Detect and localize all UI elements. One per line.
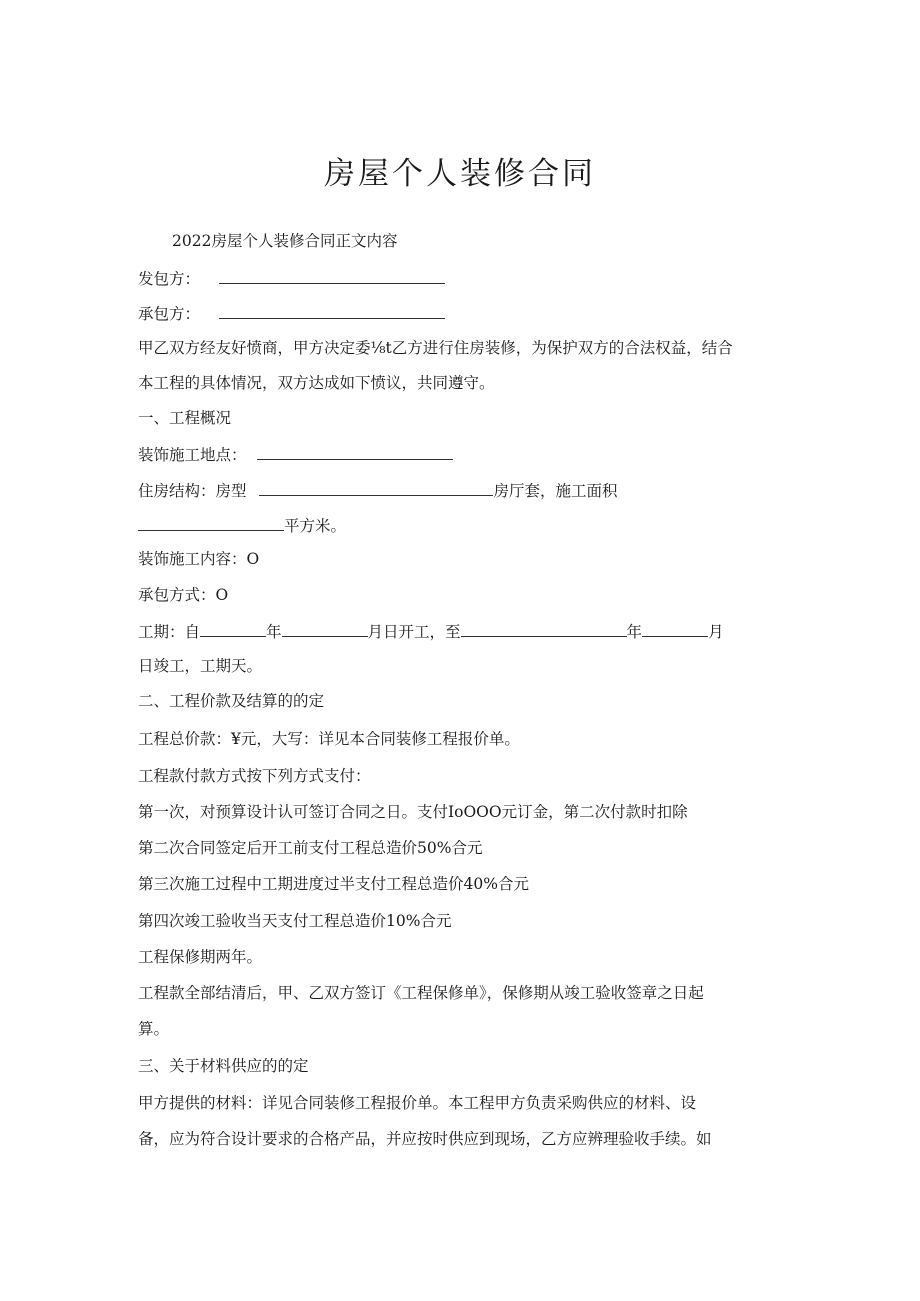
period-year-2: 年 [626, 623, 643, 641]
payment-line-3: 第三次施工过程中工期进度过半支付工程总造价40%合元 [138, 875, 529, 893]
party-a-label: 发包方： [138, 270, 201, 288]
total-price-line: 工程总价款：¥元，大写：详见本合同装修工程报价单。 [138, 730, 520, 748]
period-month-day-1: 月日开工，至 [367, 623, 461, 641]
period-blank-3 [461, 620, 627, 637]
section-heading-3: 三、关于材料供应的的定 [138, 1057, 309, 1075]
structure-line [138, 479, 617, 501]
intro-line-2: 本工程的具体情况，双方达成如下愤议，共同遵守。 [138, 374, 495, 392]
period-year-1: 年 [266, 623, 282, 641]
period-blank-2 [282, 620, 368, 637]
period-blank-4 [642, 620, 708, 637]
period-blank-1 [200, 620, 266, 637]
payment-intro-line: 工程款付款方式按下列方式支付： [138, 767, 371, 785]
site-line [138, 443, 453, 465]
area-line [138, 514, 346, 536]
period-month-2: 月 [708, 623, 724, 641]
section-heading-1: 一、工程概况 [138, 409, 232, 427]
payment-line-4: 第四次竣工验收当天支付工程总造价10%合元 [138, 912, 452, 930]
party-b-label: 承包方： [138, 305, 201, 323]
mode-line: 承包方式：O [138, 586, 229, 604]
site-blank [257, 443, 453, 460]
structure-blank [259, 479, 493, 496]
settlement-line-1: 工程款全部结清后，甲、乙双方签订《工程保修单》，保修期从竣工验收签章之日起 [138, 984, 704, 1002]
area-suffix: 平方米。 [284, 517, 347, 535]
settlement-line-2: 算。 [138, 1020, 170, 1038]
period-line [138, 620, 724, 642]
area-blank [138, 514, 284, 531]
party-a-line [138, 267, 445, 289]
site-label: 装饰施工地点： [138, 446, 247, 464]
section-heading-2: 二、工程价款及结算的的定 [138, 692, 325, 710]
period-end-line: 日竣工，工期天。 [138, 657, 263, 675]
structure-suffix: 房厅套，施工面积 [493, 482, 618, 500]
party-b-line [138, 302, 445, 324]
period-label: 工期：自 [138, 623, 201, 641]
materials-line-2: 备，应为符合设计要求的合格产品，并应按时供应到现场，乙方应辨理验收手续。如 [138, 1130, 712, 1148]
party-a-blank [219, 267, 445, 284]
materials-line-1: 甲方提供的材料：详见合同装修工程报价单。本工程甲方负责采购供应的材料、设 [138, 1094, 697, 1112]
intro-line-1: 甲乙双方经友好愤商，甲方决定委⅛t乙方进行住房装修，为保护双方的合法权益，结合 [138, 339, 733, 357]
payment-line-1: 第一次，对预算设计认可签订合同之日。支付IoOOO元订金，第二次付款时扣除 [138, 803, 688, 821]
party-b-blank [219, 302, 445, 319]
document-title: 房屋个人装修合同 [324, 156, 596, 192]
structure-label: 住房结构：房型 [138, 482, 247, 500]
payment-line-2: 第二次合同签定后开工前支付工程总造价50%合元 [138, 839, 483, 857]
warranty-line: 工程保修期两年。 [138, 948, 263, 966]
subtitle: 2022房屋个人装修合同正文内容 [172, 232, 398, 250]
content-line: 装饰施工内容：O [138, 550, 260, 568]
